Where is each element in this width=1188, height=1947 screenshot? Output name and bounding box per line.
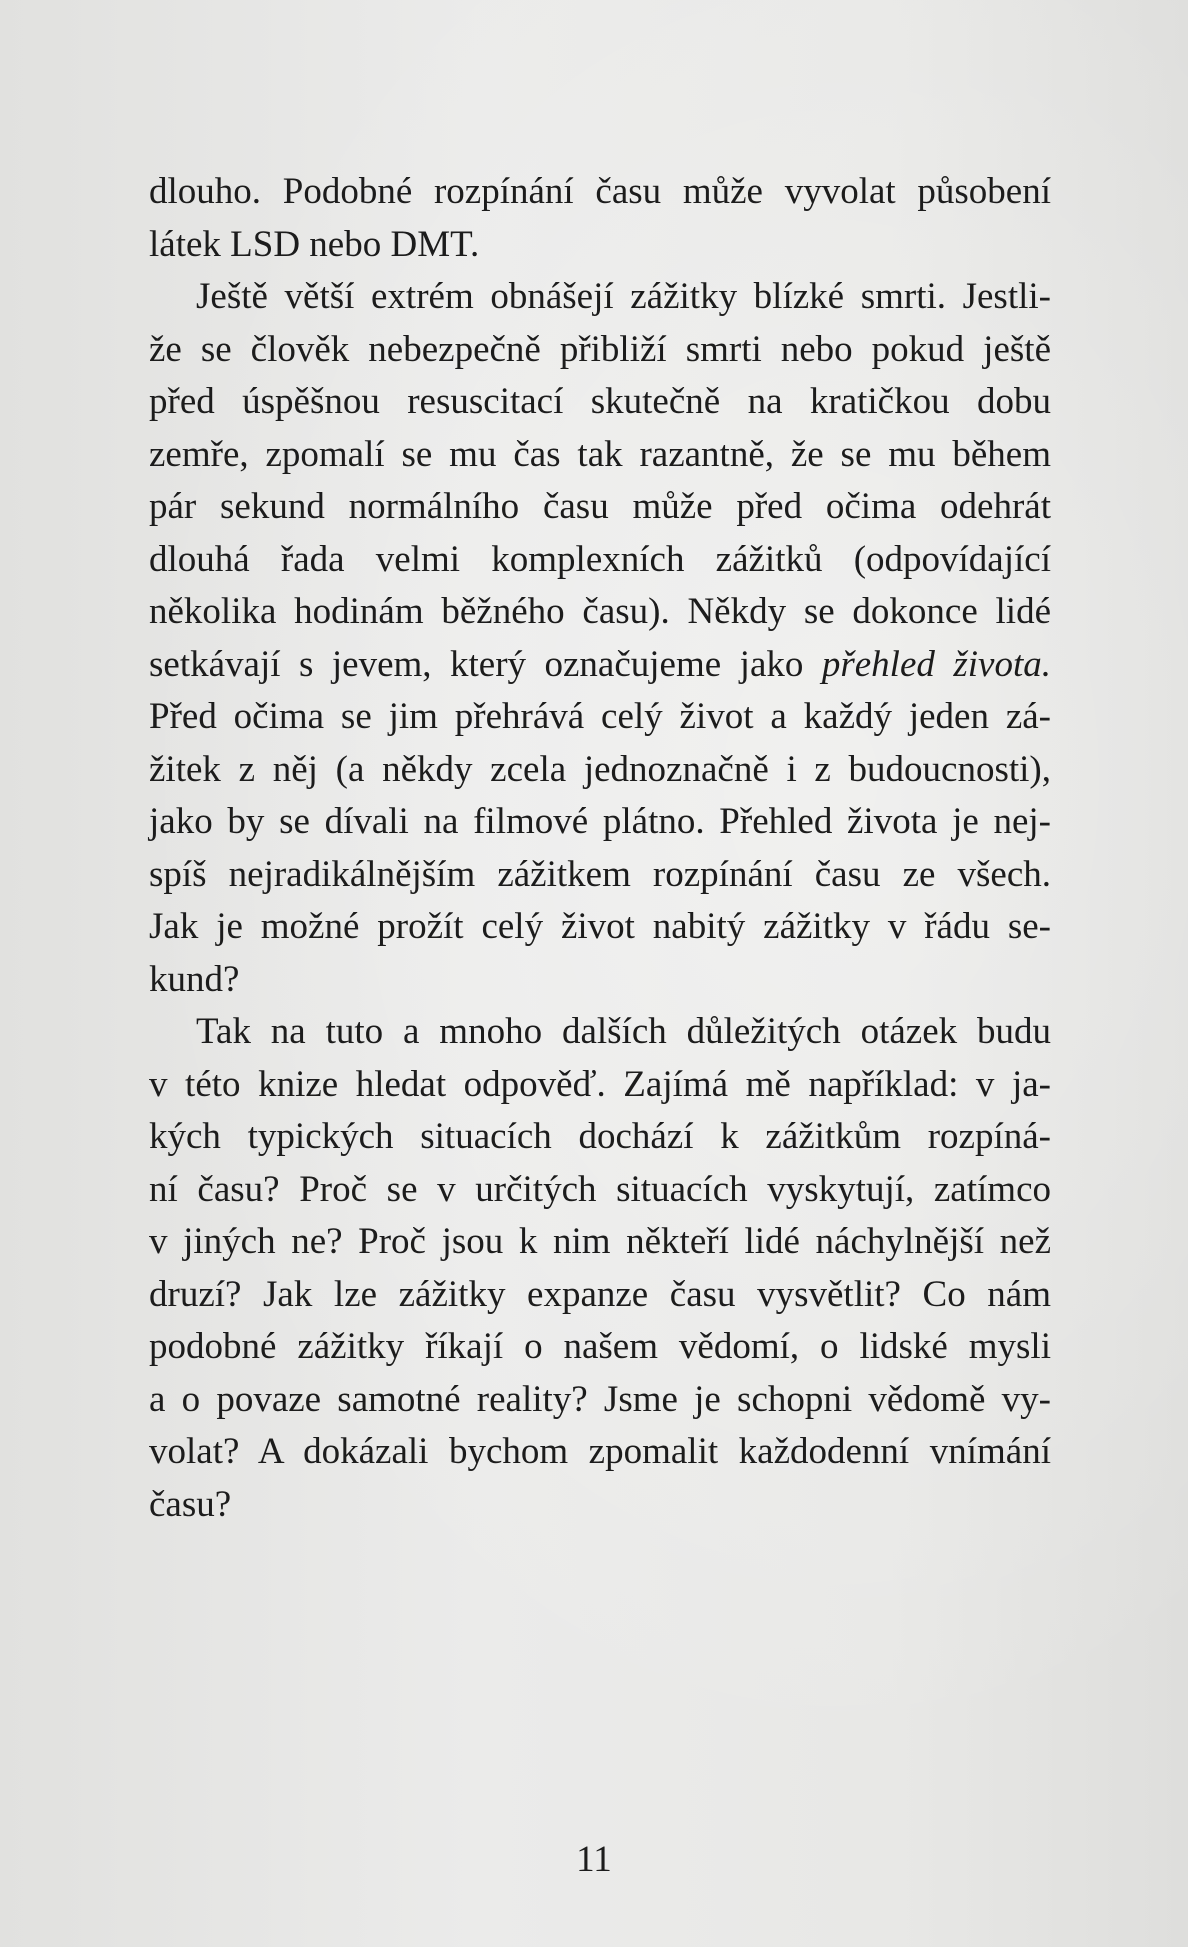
text-line: ní času? Proč se v určitých situacích vyskytují, zatímco: [149, 1168, 1051, 1210]
text-line: kund?: [149, 958, 240, 1000]
text-line: jako by se dívali na filmové plátno. Přehled života je nej-: [149, 801, 1051, 842]
text-line: v jiných ne? Proč jsou k nim někteří lidé náchylnější než: [149, 1221, 1051, 1262]
text-line: Tak na tuto a mnoho dalších důležitých otázek budu: [196, 1011, 1051, 1052]
text-line: zemře, zpomalí se mu čas tak razantně, že se mu během: [149, 433, 1051, 475]
text-line: před úspěšnou resuscitací skutečně na kratičkou dobu: [149, 381, 1051, 422]
text-line: dlouhá řada velmi komplexních zážitků (odpovídající: [149, 538, 1051, 580]
text-line: kých typických situacích dochází k zážitkům rozpíná-: [149, 1116, 1051, 1157]
text-line: pár sekund normálního času může před očima odehrát: [149, 486, 1051, 527]
text-line: spíš nejradikálnějším zážitkem rozpínání času ze všech.: [149, 853, 1051, 895]
text-line: dlouho. Podobné rozpínání času může vyvolat působení: [149, 171, 1051, 212]
text-line: žitek z něj (a někdy zcela jednoznačně i z budoucnosti),: [149, 748, 1051, 790]
text-line: a o povaze samotné reality? Jsme je schopni vědomě vy-: [149, 1378, 1051, 1420]
text-line: druzí? Jak lze zážitky expanze času vysvětlit? Co nám: [149, 1273, 1051, 1315]
text-line: že se člověk nebezpečně přibliží smrti nebo pokud ještě: [149, 328, 1051, 370]
text-line: času?: [149, 1483, 232, 1525]
italic-term: přehled života.: [821, 643, 1051, 685]
text-line: v této knize hledat odpověď. Zajímá mě například: v ja-: [149, 1063, 1051, 1105]
text-line: podobné zážitky říkají o našem vědomí, o lidské mysli: [149, 1326, 1051, 1367]
text-line: látek LSD nebo DMT.: [149, 223, 480, 265]
text-line: Před očima se jim přehrává celý život a každý jeden zá-: [149, 696, 1051, 737]
page-number: 11: [576, 1839, 612, 1880]
text-line: volat? A dokázali bychom zpomalit každodenní vnímání: [149, 1431, 1051, 1472]
text-line: Jak je možné prožít celý život nabitý zážitky v řádu se-: [149, 906, 1051, 947]
text-line: Ještě větší extrém obnášejí zážitky blízké smrti. Jestli-: [196, 276, 1051, 317]
text-segment: setkávají s jevem, který označujeme jako: [149, 643, 822, 685]
body-text: [149, 166, 1051, 1531]
text-line: několika hodinám běžného času). Někdy se dokonce lidé: [149, 591, 1051, 632]
text-line-with-italic: [149, 639, 1051, 692]
